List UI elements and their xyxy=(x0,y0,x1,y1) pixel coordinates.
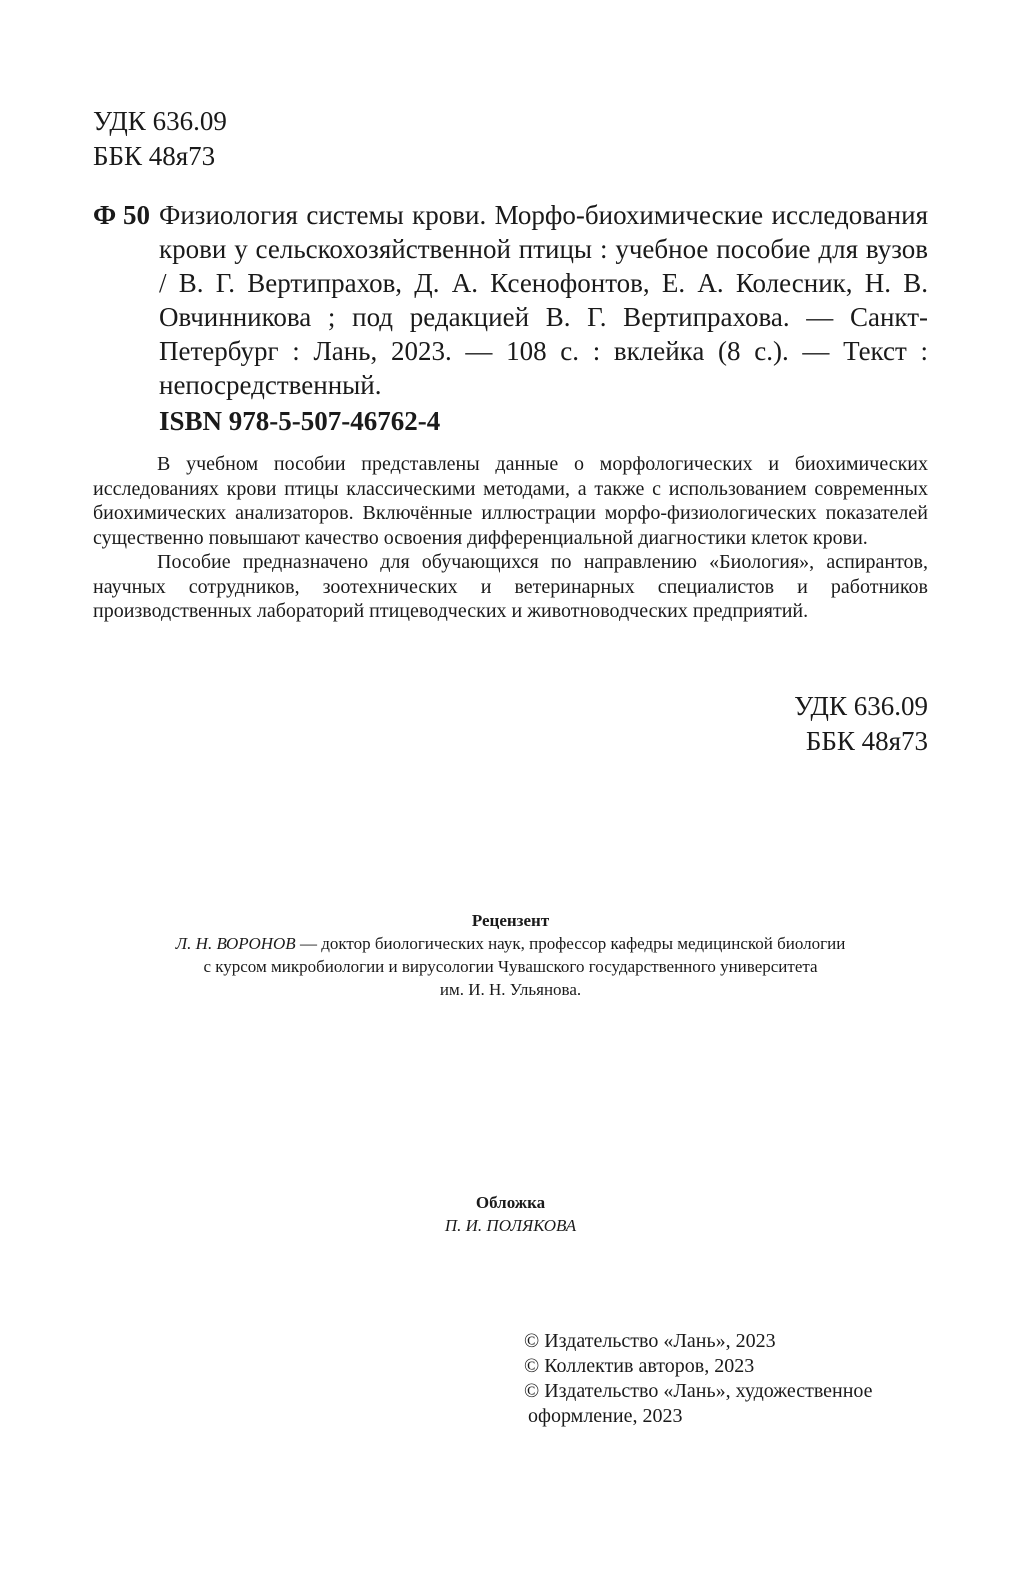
reviewer-block xyxy=(93,909,928,1001)
reviewer-affiliation: с курсом микробиологии и вирусологии Чувашского государственного университета xyxy=(203,957,818,976)
copyright-line: © Коллектив авторов, 2023 xyxy=(524,1355,755,1377)
classification-bottom xyxy=(794,689,928,759)
isbn: ISBN 978-5-507-46762-4 xyxy=(159,406,441,436)
copyright-block xyxy=(524,1329,944,1429)
reviewer-credentials: — доктор биологических наук, профессор кафедры медицинской биологии xyxy=(295,934,846,953)
reviewer-affiliation-end: им. И. Н. Ульянова. xyxy=(439,980,582,999)
copyright-line: © Издательство «Лань», художественное xyxy=(524,1380,873,1402)
author-sign: Ф 50 xyxy=(93,200,150,230)
reviewer-name: Л. Н. ВОРОНОВ xyxy=(175,934,296,953)
bbk-code-top: ББК 48я73 xyxy=(93,141,216,171)
udk-code-bottom: УДК 636.09 xyxy=(794,691,928,721)
annotation xyxy=(93,452,928,624)
bbk-code-bottom: ББК 48я73 xyxy=(805,726,928,756)
reviewer-line xyxy=(93,932,928,955)
annotation-paragraph: В учебном пособии представлены данные о морфологических и биохимических исследованиях крови птицы классическими методами, а также с использованием современных биохимических анализаторов. Включённые иллюстрации морфо-физиологических показателей существенно повышают качество освоения дифференциальной диагностики клеток крови. xyxy=(93,453,928,549)
cover-designer: П. И. ПОЛЯКОВА xyxy=(444,1216,577,1235)
reviewer-caption: Рецензент xyxy=(471,911,550,930)
copyright-line: © Издательство «Лань», 2023 xyxy=(524,1330,776,1352)
copyright-line: оформление, 2023 xyxy=(528,1405,683,1427)
annotation-paragraph: Пособие предназначено для обучающихся по направлению «Биология», аспирантов, научных сотрудников, зоотехнических и ветеринарных специалистов и работников производственных лабораторий птицеводческих и животноводческих предприятий. xyxy=(93,551,928,622)
cover-caption: Обложка xyxy=(475,1193,546,1212)
bibliographic-record: Физиология системы крови. Морфо-биохимические исследования крови у сельскохозяйственной птицы : учебное пособие для вузов / В. Г. Вертипрахов, Д. А. Ксенофонтов, Е. А. Колесник, Н. В. Овчинникова ; под редакцией В. Г. Вертипрахова. — Санкт-Петербург : Лань, 2023. — 108 с. : вклейка (8 с.). — Текст : непосредственный. xyxy=(159,200,928,400)
udk-code-top: УДК 636.09 xyxy=(93,106,227,136)
cover-credit xyxy=(93,1191,928,1237)
classification-top xyxy=(93,104,227,174)
